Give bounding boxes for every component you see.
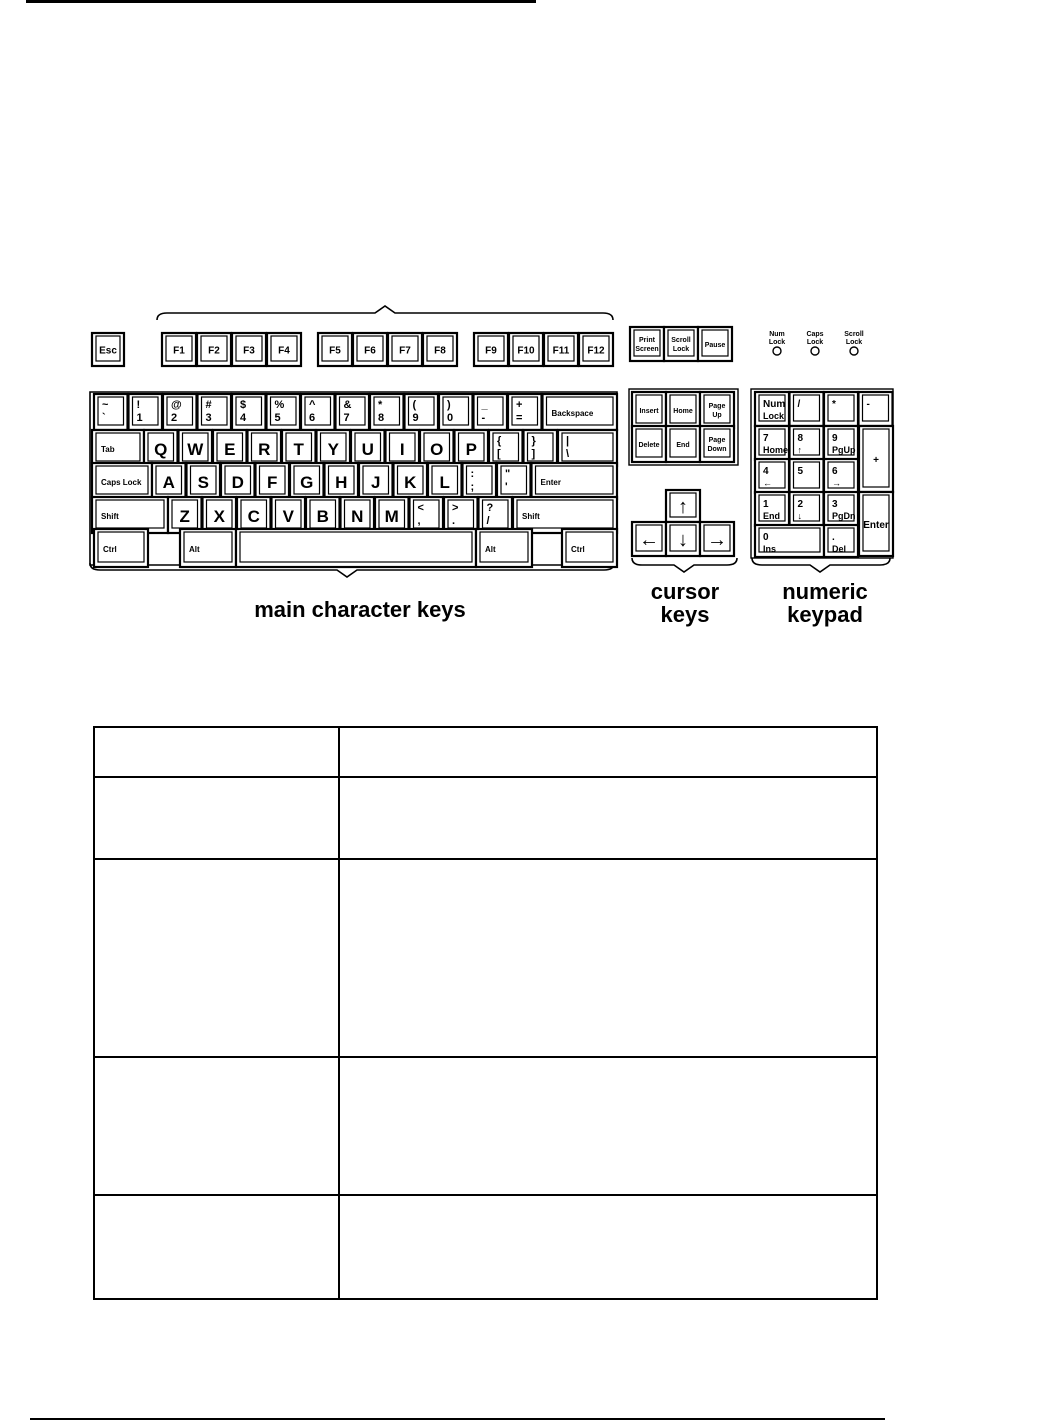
key-space[interactable]: [236, 529, 476, 567]
caption-numeric-keypad-text: numeric keypad: [782, 579, 868, 628]
key-legend: @: [171, 399, 182, 411]
key-legend: ,: [417, 515, 421, 527]
key-legend: D: [231, 473, 244, 492]
key-h[interactable]: [325, 463, 359, 499]
key-legend: }: [531, 435, 536, 447]
key-legend: %: [274, 399, 285, 411]
key-legend: F3: [243, 345, 255, 357]
key-kp-1[interactable]: [755, 492, 789, 526]
key-legend: ←: [639, 529, 659, 551]
key-backspace[interactable]: [543, 394, 618, 430]
key-num-10[interactable]: [439, 394, 473, 430]
key-legend: [: [497, 448, 501, 460]
key-legend: Num: [769, 331, 785, 338]
key-legend: (: [412, 399, 417, 411]
key-legend: 0: [763, 532, 769, 543]
key-kp-6[interactable]: [824, 459, 858, 493]
key-legend: W: [187, 440, 204, 459]
key-f12[interactable]: [579, 333, 613, 366]
key-legend: Caps Lock: [101, 478, 142, 487]
indicator-light: [773, 347, 781, 355]
key-legend: ?: [486, 502, 494, 514]
key-num-8[interactable]: [370, 394, 404, 430]
key-legend: K: [404, 473, 417, 492]
key-legend: U: [361, 440, 374, 459]
key-legend: +: [873, 455, 879, 466]
key-punct-z-0[interactable]: [410, 497, 444, 533]
key-kp-9[interactable]: [824, 426, 858, 460]
key-legend: →: [707, 529, 727, 551]
key-legend: 1: [136, 412, 143, 424]
key-punct-a-0[interactable]: [463, 463, 497, 499]
key-legend: F: [267, 473, 278, 492]
key-legend: 4: [240, 412, 247, 424]
key-legend: Y: [327, 440, 339, 459]
key-caps-lock[interactable]: [92, 463, 152, 499]
key-legend: ': [505, 481, 508, 493]
key-legend: 3: [832, 499, 838, 510]
function-keys-brace: [157, 306, 613, 320]
key-legend: Alt: [189, 545, 200, 554]
key-print-screen[interactable]: [630, 327, 664, 361]
key-legend: N: [351, 507, 364, 526]
key-legend: Insert: [639, 408, 659, 415]
key-legend: >: [452, 502, 459, 514]
key-r[interactable]: [248, 430, 282, 466]
key-legend: →: [832, 478, 841, 488]
key-n[interactable]: [341, 497, 375, 533]
key-legend: 5: [274, 412, 281, 424]
key-legend: 4: [763, 466, 769, 477]
key-legend: X: [213, 507, 225, 526]
key-home[interactable]: [666, 392, 700, 428]
key-legend: Ins: [763, 544, 777, 554]
key-legend: *: [832, 399, 836, 410]
key-legend: -: [866, 399, 870, 410]
key-v[interactable]: [272, 497, 306, 533]
key-kp-top-1[interactable]: [790, 392, 824, 426]
key-legend: #: [205, 399, 212, 411]
indicator-scroll-lock: [844, 331, 864, 355]
key-d[interactable]: [221, 463, 255, 499]
key-w[interactable]: [179, 430, 213, 466]
key-legend: Lock: [768, 339, 786, 346]
key-legend: \: [566, 448, 570, 460]
key-legend: 2: [171, 412, 178, 424]
key-legend: .: [452, 515, 456, 527]
key-legend: /: [486, 515, 490, 527]
key-punct-q-1[interactable]: [524, 430, 558, 466]
table-row-divider: [95, 776, 876, 778]
table-row-divider: [95, 1056, 876, 1058]
key-legend: ↑: [797, 445, 802, 455]
key-legend: Ctrl: [571, 545, 585, 554]
key-delete[interactable]: [632, 426, 666, 462]
key-e[interactable]: [213, 430, 247, 466]
key-legend: Num: [763, 399, 786, 410]
key-legend: Shift: [522, 512, 540, 521]
key-c[interactable]: [237, 497, 271, 533]
key-legend: !: [136, 399, 141, 411]
key-f5[interactable]: [318, 333, 352, 366]
key-legend: *: [378, 399, 383, 411]
key-legend: S: [197, 473, 209, 492]
key-m[interactable]: [375, 497, 409, 533]
key-kp-4[interactable]: [755, 459, 789, 493]
key-left-shift[interactable]: [92, 497, 168, 533]
keyboard-diagram: [0, 0, 1051, 660]
key-legend: Up: [712, 412, 722, 419]
key-kp-top-0[interactable]: [755, 392, 789, 426]
key-legend: 6: [309, 412, 316, 424]
key-legend: F2: [208, 345, 220, 357]
indicator-num-lock: [769, 331, 785, 355]
key-page-up[interactable]: [700, 392, 734, 428]
key-legend: O: [430, 440, 444, 459]
key-pause[interactable]: [698, 327, 732, 361]
key-legend: End: [676, 442, 690, 449]
key-legend: Delete: [638, 442, 660, 449]
key-legend: Page: [708, 437, 726, 444]
key-legend: Scroll: [671, 337, 691, 344]
key-kp-enter[interactable]: [859, 492, 893, 556]
indicator-light: [811, 347, 819, 355]
key-legend: B: [316, 507, 329, 526]
key-legend: 1: [763, 499, 769, 510]
caption-cursor-keys-text: cursor keys: [650, 579, 720, 628]
key-legend: Caps: [806, 331, 824, 338]
numeric-keypad-brace: [752, 558, 890, 572]
key-legend: Enter: [863, 520, 889, 531]
key-legend: L: [439, 473, 450, 492]
key-punct-q-2[interactable]: [558, 430, 617, 466]
key-legend: 8: [378, 412, 385, 424]
key-num-11[interactable]: [474, 394, 508, 430]
key-scroll-lock[interactable]: [664, 327, 698, 361]
key-f7[interactable]: [388, 333, 422, 366]
key-kp-top-2[interactable]: [824, 392, 858, 426]
key-kp-0[interactable]: [755, 525, 824, 557]
key-legend: F9: [485, 345, 497, 357]
cursor-keys-brace: [632, 558, 737, 572]
key-legend: 3: [205, 412, 212, 424]
key-legend: 7: [763, 433, 769, 444]
key-legend: Print: [639, 337, 655, 344]
key-tab[interactable]: [92, 430, 144, 466]
key-page-down[interactable]: [700, 426, 734, 462]
key-legend: I: [399, 440, 405, 459]
key-legend: V: [282, 507, 294, 526]
key-u[interactable]: [351, 430, 385, 466]
key-legend: 9: [832, 433, 838, 444]
key-legend: 2: [797, 499, 804, 510]
key-insert[interactable]: [632, 392, 666, 428]
key-kp-top-3[interactable]: [859, 392, 893, 426]
key-legend: F1: [173, 345, 185, 357]
key-description-table: [93, 726, 878, 1300]
key-legend: ↓: [678, 529, 688, 551]
key-left-alt[interactable]: [180, 529, 236, 567]
key-arrow-right[interactable]: [700, 522, 734, 556]
table-column-divider: [338, 728, 340, 1298]
key-f2[interactable]: [197, 333, 231, 366]
key-legend: P: [465, 440, 477, 459]
key-legend: PgUp: [832, 445, 856, 455]
key-num-9[interactable]: [405, 394, 439, 430]
key-legend: Ctrl: [103, 545, 117, 554]
key-legend: F12: [587, 345, 605, 357]
key-num-4[interactable]: [232, 394, 266, 430]
key-legend: End: [763, 511, 780, 521]
key-legend: Lock: [806, 339, 824, 346]
key-arrow-left[interactable]: [632, 522, 666, 556]
caption-numeric-keypad: [760, 580, 890, 626]
key-outline: [236, 529, 476, 567]
key-legend: ;: [470, 481, 475, 493]
key-x[interactable]: [203, 497, 237, 533]
key-legend: Home: [673, 408, 693, 415]
key-legend: T: [293, 440, 304, 459]
key-q[interactable]: [144, 430, 178, 466]
key-b[interactable]: [306, 497, 340, 533]
key-legend: F10: [517, 345, 535, 357]
key-k[interactable]: [394, 463, 428, 499]
key-f3[interactable]: [232, 333, 266, 366]
key-f6[interactable]: [353, 333, 387, 366]
key-legend: 8: [797, 433, 804, 444]
key-num-0[interactable]: [94, 394, 128, 430]
key-num-5[interactable]: [267, 394, 301, 430]
key-legend: ←: [763, 478, 772, 488]
caption-main-character-keys: main character keys: [254, 597, 466, 622]
key-legend: Shift: [101, 512, 119, 521]
key-kp-5[interactable]: [790, 459, 824, 493]
key-j[interactable]: [359, 463, 393, 499]
key-legend: Z: [179, 507, 190, 526]
key-left-ctrl[interactable]: [94, 529, 148, 567]
key-legend: Esc: [99, 345, 117, 357]
key-legend: 9: [412, 412, 419, 424]
key-legend: F8: [434, 345, 446, 357]
key-legend: F6: [364, 345, 376, 357]
key-i[interactable]: [386, 430, 420, 466]
indicator-caps-lock: [806, 331, 823, 355]
key-legend: M: [384, 507, 399, 526]
key-right-alt[interactable]: [476, 529, 532, 567]
key-punct-z-2[interactable]: [479, 497, 513, 533]
key-arrow-up[interactable]: [666, 490, 700, 522]
key-legend: ": [505, 468, 511, 480]
key-f[interactable]: [256, 463, 290, 499]
key-f1[interactable]: [162, 333, 196, 366]
key-legend: -: [481, 412, 486, 424]
key-legend: &: [343, 399, 352, 411]
key-legend: Del: [832, 544, 847, 554]
key-punct-z-1[interactable]: [444, 497, 478, 533]
key-arrow-down[interactable]: [666, 522, 700, 556]
key-legend: {: [497, 435, 502, 447]
key-legend: C: [247, 507, 260, 526]
key-legend: 7: [343, 412, 350, 424]
key-f10[interactable]: [509, 333, 543, 366]
key-legend: ): [447, 399, 451, 411]
indicator-light: [850, 347, 858, 355]
key-legend: E: [224, 440, 236, 459]
key-legend: 6: [832, 466, 838, 477]
key-legend: $: [240, 399, 247, 411]
key-num-1[interactable]: [129, 394, 163, 430]
key-legend: `: [102, 412, 106, 424]
key-legend: .: [832, 532, 835, 543]
key-legend: ↓: [797, 511, 802, 521]
key-enter[interactable]: [532, 463, 618, 499]
key-legend: ↑: [678, 496, 688, 518]
bottom-rule: [30, 1418, 885, 1420]
key-right-ctrl[interactable]: [562, 529, 617, 567]
key-t[interactable]: [282, 430, 316, 466]
key-legend: :: [470, 468, 475, 480]
key-legend: Scroll: [844, 331, 864, 338]
key-s[interactable]: [187, 463, 221, 499]
key-legend: =: [516, 412, 523, 424]
key-legend: F7: [399, 345, 411, 357]
key-legend: G: [300, 473, 314, 492]
key-legend: Lock: [763, 411, 785, 421]
key-f9[interactable]: [474, 333, 508, 366]
key-z[interactable]: [168, 497, 202, 533]
key-legend: |: [566, 435, 570, 447]
key-legend: <: [417, 502, 424, 514]
key-g[interactable]: [290, 463, 324, 499]
key-f11[interactable]: [544, 333, 578, 366]
key-legend: ~: [102, 399, 109, 411]
table-row-divider: [95, 858, 876, 860]
key-kp-dot[interactable]: [824, 525, 858, 557]
key-punct-a-1[interactable]: [497, 463, 531, 499]
key-legend: PgDn: [832, 511, 856, 521]
key-y[interactable]: [317, 430, 351, 466]
key-num-12[interactable]: [508, 394, 542, 430]
key-legend: Enter: [540, 478, 561, 487]
key-legend: ^: [309, 399, 316, 411]
key-f8[interactable]: [423, 333, 457, 366]
key-kp-7[interactable]: [755, 426, 789, 460]
key-legend: _: [481, 399, 488, 411]
key-legend: F4: [278, 345, 290, 357]
key-legend: /: [797, 399, 801, 410]
key-right-shift[interactable]: [513, 497, 617, 533]
key-legend: J: [371, 473, 381, 492]
key-legend: F5: [329, 345, 341, 357]
key-kp-2[interactable]: [790, 492, 824, 526]
key-legend: Alt: [485, 545, 496, 554]
key-legend: Page: [708, 403, 726, 410]
key-legend: Lock: [672, 346, 690, 353]
key-num-3[interactable]: [198, 394, 232, 430]
key-legend: 5: [797, 466, 804, 477]
key-esc[interactable]: [92, 333, 124, 366]
key-num-7[interactable]: [336, 394, 370, 430]
key-num-2[interactable]: [163, 394, 197, 430]
key-f4[interactable]: [267, 333, 301, 366]
key-p[interactable]: [455, 430, 489, 466]
key-end[interactable]: [666, 426, 700, 462]
table-row-divider: [95, 1194, 876, 1196]
key-legend: A: [162, 473, 175, 492]
key-legend: Q: [154, 440, 168, 459]
key-legend: Lock: [845, 339, 863, 346]
key-l[interactable]: [428, 463, 462, 499]
key-legend: 0: [447, 412, 454, 424]
key-kp-3[interactable]: [824, 492, 858, 526]
key-a[interactable]: [152, 463, 186, 499]
key-num-6[interactable]: [301, 394, 335, 430]
caption-cursor-keys: [630, 580, 740, 626]
key-legend: Home: [763, 445, 789, 455]
key-kp-8[interactable]: [790, 426, 824, 460]
key-legend: +: [516, 399, 523, 411]
key-legend: Down: [707, 446, 727, 453]
key-legend: Screen: [635, 346, 659, 353]
key-legend: ]: [531, 448, 536, 460]
key-legend: Pause: [704, 342, 726, 349]
key-legend: R: [258, 440, 271, 459]
key-o[interactable]: [420, 430, 454, 466]
key-legend: F11: [552, 345, 570, 357]
key-legend: Tab: [101, 445, 115, 454]
key-kp-plus[interactable]: [859, 426, 893, 492]
key-legend: Backspace: [551, 409, 594, 418]
key-punct-q-0[interactable]: [489, 430, 523, 466]
key-legend: H: [335, 473, 348, 492]
